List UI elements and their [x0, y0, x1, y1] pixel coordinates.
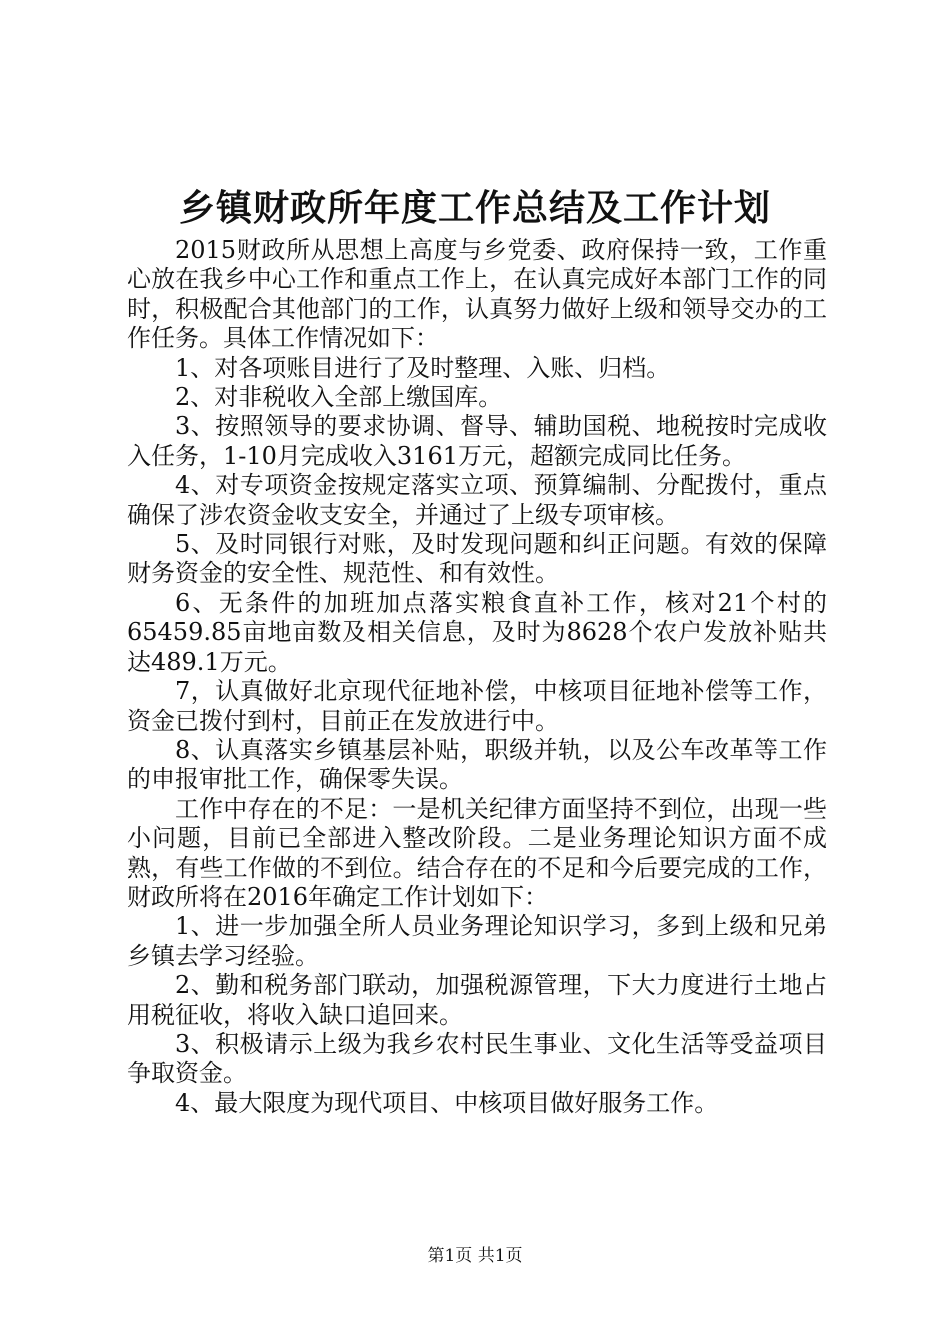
- paragraph-intro: 2015财政所从思想上高度与乡党委、政府保持一致，工作重心放在我乡中心工作和重点工作上，在认真完成好本部门工作的同时，积极配合其他部门的工作，认真努力做好上级和领导交办的工作任务。具体工作情况如下：: [127, 236, 827, 353]
- paragraph-item-8: 8、认真落实乡镇基层补贴，职级并轨，以及公车改革等工作的申报审批工作，确保零失误。: [127, 735, 827, 794]
- paragraph-plan-2: 2、勤和税务部门联动，加强税源管理，下大力度进行土地占用税征收，将收入缺口追回来。: [127, 971, 827, 1029]
- paragraph-item-1: 1、对各项账目进行了及时整理、入账、归档。: [175, 353, 671, 382]
- paragraph-item-6: 6、无条件的加班加点落实粮食直补工作，核对21个村的65459.85亩地亩数及相关信息，及时为8628个农户发放补贴共达489.1万元。: [127, 588, 827, 676]
- document-body: [127, 236, 827, 1118]
- paragraph-plan-1: 1、进一步加强全所人员业务理论知识学习，多到上级和兄弟乡镇去学习经验。: [127, 912, 827, 970]
- paragraph-item-4: 4、对专项资金按规定落实立项、预算编制、分配拨付，重点确保了涉农资金收支安全，并通过了上级专项审核。: [127, 471, 827, 529]
- document-title: 乡镇财政所年度工作总结及工作计划: [178, 187, 771, 229]
- paragraph-item-7: 7，认真做好北京现代征地补偿，中核项目征地补偿等工作，资金已拨付到村，目前正在发放进行中。: [127, 677, 827, 735]
- paragraph-item-5: 5、及时同银行对账，及时发现问题和纠正问题。有效的保障财务资金的安全性、规范性、和有效性。: [127, 530, 827, 588]
- paragraph-item-3: 3、按照领导的要求协调、督导、辅助国税、地税按时完成收入任务，1-10月完成收入3161万元，超额完成同比任务。: [127, 412, 827, 470]
- paragraph-item-2: 2、对非税收入全部上缴国库。: [175, 383, 503, 412]
- page-footer: 第1页 共1页: [427, 1246, 523, 1266]
- paragraph-shortcomings: 工作中存在的不足：一是机关纪律方面坚持不到位，出现一些小问题，目前已全部进入整改阶段。二是业务理论知识方面不成熟，有些工作做的不到位。结合存在的不足和今后要完成的工作，财政所将在2016年确定工作计划如下：: [127, 794, 827, 911]
- paragraph-plan-3: 3、积极请示上级为我乡农村民生事业、文化生活等受益项目争取资金。: [127, 1029, 827, 1088]
- paragraph-plan-4: 4、最大限度为现代项目、中核项目做好服务工作。: [175, 1088, 719, 1117]
